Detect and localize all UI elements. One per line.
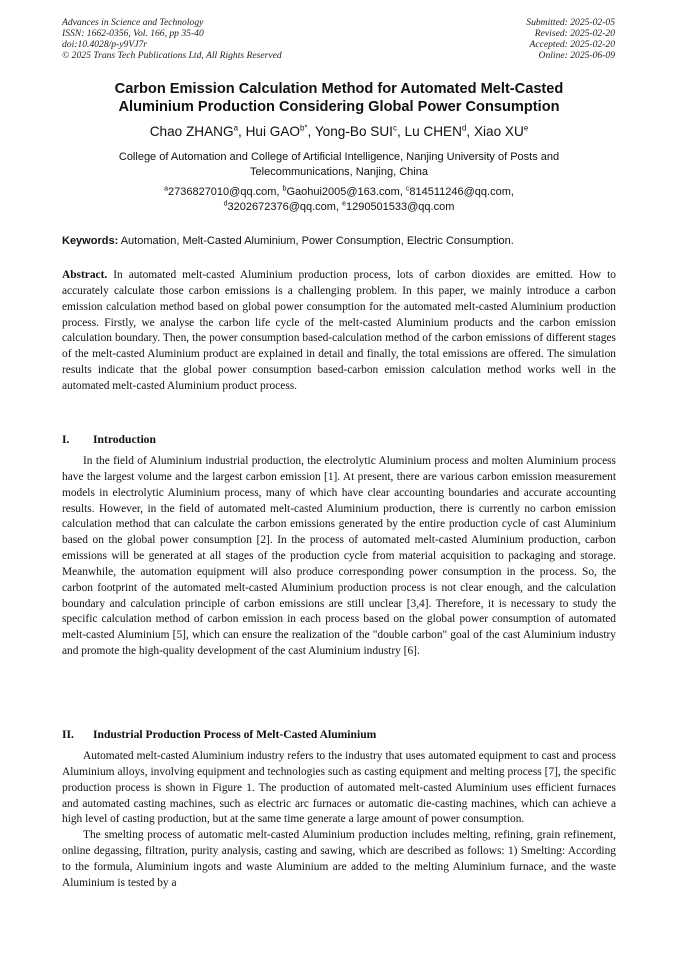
email-marker: c: [405, 185, 410, 193]
paper-title-line-1: Carbon Emission Calculation Method for Automated Melt-Casted: [114, 81, 564, 97]
author-name: Lu CHEN: [404, 124, 462, 139]
author-name: Chao ZHANG: [149, 124, 234, 139]
date-accepted: Accepted: 2025-02-20: [529, 39, 615, 50]
abstract: [62, 268, 616, 395]
date-revised: Revised: 2025-02-20: [534, 28, 615, 39]
section-title: Industrial Production Process of Melt-Casted Aluminium: [93, 728, 377, 741]
author-name: Yong-Bo SUI: [314, 124, 393, 139]
journal-header-left: [62, 17, 282, 61]
keywords: [62, 234, 616, 249]
copyright-line: © 2025 Trans Tech Publications Ltd, All Rights Reserved: [62, 50, 282, 61]
section-title: Introduction: [93, 433, 156, 446]
journal-doi[interactable]: doi:10.4028/p-y9VJ7r: [62, 39, 147, 50]
journal-name: Advances in Science and Technology: [62, 17, 204, 28]
keywords-label: Keywords:: [62, 235, 119, 247]
author-name: Hui GAO: [245, 124, 300, 139]
section-heading-production-process: [62, 727, 376, 742]
paragraph: In the field of Aluminium industrial production, the electrolytic Aluminium process and molten Aluminium process have the largest volume and the largest carbon emission [1]. At present, there are various carbon emission measurement models in electrolytic Aluminium process, many of which have clear accounting boundaries and accurate accounting results. However, in the field of automated melt-casted Aluminium production, there is currently no carbon emission calculation method that can calculate the carbon emissions generated by the entire production cycle of cast Aluminium based on the global power consumption [2]. In the process of automated melt-casted Aluminium production, carbon emissions will be generated at all stages of the production cycle from material acquisition to packaging and storage. Meanwhile, the automation equipment will also produce corresponding power consumption in the process. So, the carbon footprint of the automated melt-casted Aluminium production process is not clear enough, and the calculation boundary and calculation principle of carbon emissions are still unclear [3,4]. Therefore, it is necessary to study the specific calculation method of carbon emission in each process based on the global power consumption of automated melt-casted Aluminium [5], which can ensure the realization of the "double carbon" goal of the cast Aluminium industry and promote the high-quality development of the cast Aluminium industry [6].: [62, 455, 616, 658]
author-name: Xiao XU: [473, 124, 524, 139]
email-line-2: $^d$3202672376@qq.com, $^e$1290501533@qq.com: [223, 200, 455, 213]
email-link[interactable]: 2736827010@qq.com: [167, 186, 277, 198]
keywords-text: Automation, Melt-Casted Aluminium, Power Consumption, Electric Consumption.: [120, 235, 514, 247]
email-line-1: $^a$2736827010@qq.com, $^b$Gaohui2005@163.com, $^c$814511246@qq.com,: [164, 185, 514, 198]
journal-header-right: [526, 17, 615, 61]
author-list: Chao ZHANG$^a$, Hui $GAO^{b*}$, Yong-Bo SUI$^c$, Lu CHEN$^d$, Xiao $XU^e$: [149, 123, 529, 139]
date-submitted: Submitted: 2025-02-05: [526, 17, 615, 28]
section-introduction-body: [62, 454, 616, 660]
paper-title-line-2: Aluminium Production Considering Global Power Consumption: [118, 99, 560, 115]
abstract-label: Abstract.: [62, 269, 108, 281]
section-production-process-body: [62, 749, 616, 892]
author-marker: b*: [299, 123, 308, 133]
author-marker: c: [392, 123, 397, 133]
affiliation-line-1: College of Automation and College of Artificial Intelligence, Nanjing University of Posts and: [118, 151, 560, 163]
email-link[interactable]: 3202672376@qq.com: [227, 201, 336, 213]
paper-title: [40, 80, 638, 116]
affiliation-line-2: Telecommunications, Nanjing, China: [250, 166, 428, 178]
author-marker: e: [523, 123, 529, 133]
email-link[interactable]: Gaohui2005@163.com: [286, 186, 400, 198]
author-marker: d: [461, 123, 467, 133]
section-number: II.: [62, 728, 74, 741]
journal-issn: ISSN: 1662-0356, Vol. 166, pp 35-40: [62, 28, 204, 39]
author-emails: [62, 185, 616, 215]
affiliation: [62, 150, 616, 180]
author-marker: a: [233, 123, 239, 133]
email-link[interactable]: 814511246@qq.com: [409, 186, 511, 198]
paragraph: The smelting process of automatic melt-casted Aluminium production includes melting, refining, grain refinement, online degassing, filtration, purity analysis, casting and sawing, which are described as follows: 1) Smelting: According to the formula, Aluminium ingots and waste Aluminium are added to the melting Aluminium furnace, and the waste Aluminium is tested by a: [62, 829, 616, 889]
email-marker: a: [164, 185, 168, 193]
date-online: Online: 2025-06-09: [538, 50, 615, 61]
section-number: I.: [62, 433, 70, 446]
email-marker: b: [282, 185, 287, 193]
email-link[interactable]: 1290501533@qq.com: [345, 201, 455, 213]
email-marker: e: [342, 200, 346, 208]
abstract-text: In automated melt-casted Aluminium production process, lots of carbon dioxides are emitted. How to accurately calculate those carbon emissions is a challenging problem. In this paper, we mainly introduce a carbon emission calculation method based on global power consumption for the automated melt-casted Aluminium production process. Firstly, we analyse the carbon life cycle of the melt-casted Aluminium products and the carbon emission calculation boundary. Then, the power consumption based-calculation method of the carbon emissions of different stages of the melt-casted Aluminium product are explained in detail and finally, the total emissions are offered. The simulation results indicate that the global power consumption based-carbon emission calculation method works well in the automated melt-casted Aluminium product process.: [62, 269, 616, 392]
section-heading-introduction: [62, 432, 156, 447]
email-marker: d: [223, 200, 228, 208]
paragraph: Automated melt-casted Aluminium industry refers to the industry that uses automated equipment to cast and process Aluminium alloys, involving equipment and technologies such as casting equipment and melting process [7], the specific production process is shown in Figure 1. The production of automated melt-casted Aluminium uses efficient furnaces and automated casting machines, such as electric arc furnaces or automatic die-casting machines, which can achieve a high level of casting production, but at the same time generate a large amount of power consumption.: [62, 750, 616, 826]
